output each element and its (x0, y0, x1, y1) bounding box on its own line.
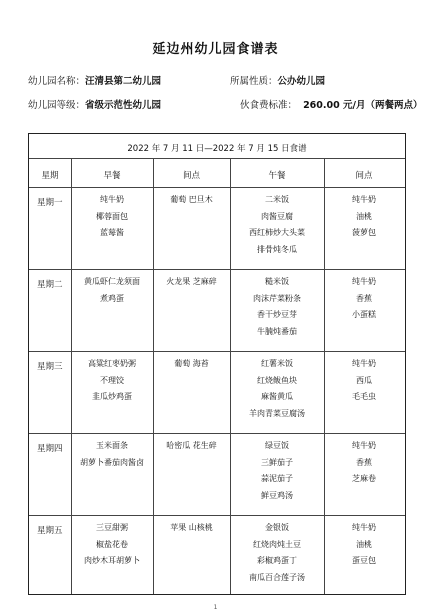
snack-am-cell (153, 274, 230, 291)
snack-pm-cell (324, 356, 404, 406)
kindergarten-nature (230, 73, 325, 87)
breakfast-cell (71, 356, 153, 406)
menu-item: 不理饺 (100, 375, 124, 385)
level-label: 幼儿园等级： (28, 100, 86, 111)
lunch-cell (230, 520, 324, 586)
menu-item: 二米饭 (265, 195, 289, 204)
menu-item: 苹果 山核桃 (170, 523, 213, 532)
menu-item: 红薯米饭 (261, 359, 293, 368)
menu-item: 香蕉 (356, 457, 372, 467)
menu-item: 纯牛奶 (100, 195, 124, 204)
lunch-cell (230, 356, 324, 422)
menu-item: 葡萄 海苔 (174, 359, 209, 368)
table-divider (29, 515, 405, 516)
menu-item: 油桃 (356, 211, 372, 221)
day-label: 星期二 (37, 280, 63, 290)
menu-item: 排骨炖冬瓜 (257, 244, 297, 254)
kindergarten-level (28, 97, 161, 111)
menu-item: 黄瓜虾仁龙须面 (84, 277, 140, 286)
menu-item: 香蕉 (356, 293, 372, 303)
header-lunch: 午餐 (268, 171, 286, 181)
day-label: 星期一 (37, 198, 63, 208)
kindergarten-name (28, 73, 161, 87)
menu-item: 芝麻卷 (352, 474, 376, 483)
menu-item: 玉米面条 (96, 441, 128, 450)
fee-label: 伙食费标准： (240, 100, 298, 111)
name-value: 汪清县第二幼儿园 (85, 76, 162, 87)
day-label: 星期三 (37, 362, 63, 372)
nature-label: 所属性质： (230, 76, 278, 87)
day-label: 星期五 (37, 526, 63, 536)
menu-item: 绿豆饭 (265, 441, 289, 450)
page-number: 1 (213, 604, 218, 611)
menu-item: 西瓜 (356, 375, 372, 385)
menu-item: 肉炒木耳胡萝卜 (84, 556, 140, 565)
menu-item: 麻酱黄瓜 (261, 392, 293, 401)
menu-item: 三豆甜粥 (96, 523, 128, 532)
table-divider (29, 269, 405, 270)
table-divider (29, 187, 405, 188)
menu-item: 高粱红枣奶粥 (88, 359, 136, 368)
snack-am-cell (153, 520, 230, 537)
level-value: 省级示范性幼儿园 (85, 100, 162, 111)
menu-item: 韭瓜炒鸡蛋 (92, 392, 132, 401)
header-breakfast: 早餐 (103, 171, 121, 181)
menu-item: 煮鸡蛋 (100, 293, 124, 303)
snack-am-cell (153, 438, 230, 455)
snack-am-cell (153, 356, 230, 373)
menu-item: 火龙果 芝麻碎 (166, 277, 217, 286)
page-title: 延边州幼儿园食谱表 (152, 42, 279, 57)
menu-item: 蓝莓酱 (100, 228, 124, 237)
menu-item: 毛毛虫 (352, 392, 376, 401)
table-divider (29, 158, 405, 159)
date-range: 2022 年 7 月 11 日—2022 年 7 月 15 日食谱 (127, 144, 307, 154)
header-snack-am: 间点 (182, 171, 200, 181)
menu-item: 纯牛奶 (352, 195, 376, 204)
nature-value: 公办幼儿园 (277, 76, 326, 87)
menu-item: 菠萝包 (352, 228, 376, 237)
menu-item: 纯牛奶 (352, 523, 376, 532)
menu-item: 小蛋糕 (352, 310, 376, 319)
header-snack-pm: 间点 (355, 171, 373, 181)
fee-value: 260.00 元/月（两餐两点） (303, 100, 423, 111)
menu-item: 蛋豆包 (352, 556, 376, 565)
table-divider (29, 433, 405, 434)
snack-pm-cell (324, 274, 404, 324)
menu-item: 香干炒豆芽 (257, 310, 297, 319)
menu-item: 胡萝卜番茄肉酱卤 (80, 457, 144, 467)
menu-table (28, 133, 406, 595)
menu-item: 南瓜百合莲子汤 (249, 572, 305, 582)
menu-item: 椒盐花卷 (96, 539, 128, 549)
menu-item: 红烧肉炖土豆 (253, 539, 301, 549)
menu-item: 糙米饭 (265, 277, 289, 286)
breakfast-cell (71, 274, 153, 307)
menu-item: 纯牛奶 (352, 277, 376, 286)
menu-item: 西红柿炒大头菜 (249, 228, 305, 237)
menu-item: 肉沫芹菜粉条 (253, 293, 301, 303)
menu-item: 纯牛奶 (352, 359, 376, 368)
table-divider (29, 351, 405, 352)
menu-item: 彩椒鸡蛋丁 (257, 556, 297, 565)
header-day: 星期 (41, 171, 59, 181)
menu-item: 羊肉青菜豆腐汤 (249, 408, 305, 418)
menu-item: 肉酱豆腐 (261, 211, 293, 221)
breakfast-cell (71, 192, 153, 242)
meal-fee (240, 97, 423, 111)
menu-item: 三鲜茄子 (261, 457, 293, 467)
menu-item: 哈密瓜 花生碎 (166, 441, 217, 450)
menu-item: 油桃 (356, 539, 372, 549)
menu-item: 牛腩炖番茄 (257, 326, 297, 336)
snack-pm-cell (324, 192, 404, 242)
lunch-cell (230, 192, 324, 258)
menu-item: 蒜泥茄子 (261, 474, 293, 483)
snack-pm-cell (324, 520, 404, 570)
snack-am-cell (153, 192, 230, 209)
day-label: 星期四 (37, 444, 63, 454)
lunch-cell (230, 438, 324, 504)
lunch-cell (230, 274, 324, 340)
menu-item: 红烧鲅鱼块 (257, 375, 297, 385)
menu-item: 葡萄 巴旦木 (170, 195, 213, 204)
menu-item: 鲜豆鸡汤 (261, 490, 293, 500)
menu-item: 椰蓉面包 (96, 211, 128, 221)
snack-pm-cell (324, 438, 404, 488)
menu-item: 纯牛奶 (352, 441, 376, 450)
breakfast-cell (71, 438, 153, 471)
menu-item: 金银饭 (265, 523, 289, 532)
name-label: 幼儿园名称： (28, 76, 86, 87)
breakfast-cell (71, 520, 153, 570)
